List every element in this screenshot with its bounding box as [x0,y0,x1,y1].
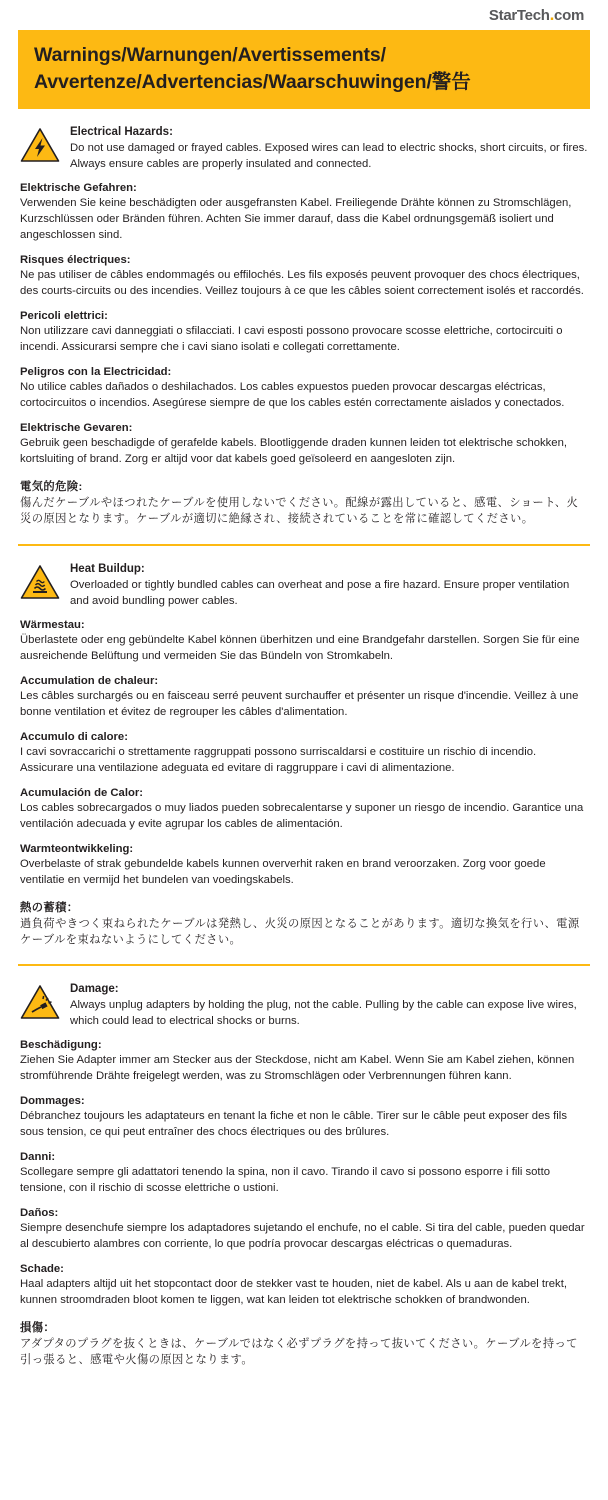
section-head-body: Overloaded or tightly bundled cables can overheat and pose a fire hazard. Ensure proper ventilation and avoid bundling power cables. [70,578,570,607]
translation-block-fr [20,254,588,299]
block-body: Überlastete oder eng gebündelte Kabel können überhitzen und eine Brandgefahr darstellen. Sorgen Sie für eine ausreichende Belüftung und vermeiden Sie das Bündeln von Stromkabeln. [20,633,580,662]
block-body: I cavi sovraccarichi o strettamente raggruppati possono surriscaldarsi e costituire un rischio di incendio. Assicurare una ventilazione adeguata ed evitare di raggruppare i cavi di alimentazione. [20,745,537,774]
translation-block-es [20,787,588,832]
section-divider [18,964,590,966]
translation-block-nl [20,422,588,467]
section-electrical-hazards [18,125,590,527]
block-body: 傷んだケーブルやほつれたケーブルを使用しないでください。配線が露出していると、感電、ショート、火災の原因となります。ケーブルが適切に絶縁され、接続されていることを常に確認してください。 [20,497,579,526]
block-title: Pericoli elettrici: [20,310,108,323]
translation-block-it [20,731,588,776]
block-title: 損傷： [20,1322,56,1335]
translation-block-it [20,310,588,355]
section-head-title: Electrical Hazards: [70,126,173,139]
logo-dot-icon: . [549,4,555,24]
block-title: Schade: [20,1263,64,1276]
block-body: Overbelaste of strak gebundelde kabels kunnen oververhit raken en brand veroorzaken. Zorg voor goede ventilatie en vermijd het bundelen van voedingskabels. [20,857,546,886]
block-body: Gebruik geen beschadigde of gerafelde kabels. Blootliggende draden kunnen leiden tot elektrische schokken, kortsluiting of brand. Zorg er altijd voor dat kabels goed geïsoleerd en aangesloten zijn. [20,437,568,466]
section-head-title: Heat Buildup: [70,562,145,575]
block-body: Los cables sobrecargados o muy liados pueden sobrecalentarse y suponer un riesgo de incendio. Garantice una ventilación adecuada y evite agrupar los cables de alimentación. [20,801,584,830]
lightning-bolt-warning-icon [20,127,60,163]
block-title: Elektrische Gevaren: [20,422,133,435]
translation-block-fr [20,675,588,720]
block-title: Dommages: [20,1095,85,1108]
block-title: Acumulación de Calor: [20,786,144,799]
logo-suffix: com [554,6,584,24]
block-body: Débranchez toujours les adaptateurs en tenant la fiche et non le câble. Tirer sur le câble peut exposer des fils sous tension, ce qui peut entraîner des chocs électriques ou des brûlures. [20,1110,567,1139]
block-body: No utilice cables dañados o deshilachados. Los cables expuestos pueden provocar descargas eléctricas, cortocircuitos o incendios. Asegúrese siempre de que los cables estén correctamente aislados y conectados. [20,381,565,410]
section-head-title: Damage: [70,982,119,995]
block-title: Risques électriques: [20,254,131,267]
translation-block-de [20,619,588,664]
brand-bar [18,0,590,30]
section-header [20,982,588,1029]
block-title: Warmteontwikkeling: [20,842,134,855]
block-body: Scollegare sempre gli adattatori tenendo la spina, non il cavo. Tirando il cavo si possono esporre i fili sotto tensione, con il rischio di scosse elettriche o ustioni. [20,1166,550,1195]
block-title: 熱の蓄積： [20,901,79,914]
block-title: Elektrische Gefahren: [20,182,137,195]
block-body: Les câbles surchargés ou en faisceau serré peuvent surchauffer et présenter un risque d'incendie. Veillez à une bonne ventilation et évitez de regrouper les câbles d'alimentation. [20,689,579,718]
page-title-banner [18,30,590,109]
section-head-body: Do not use damaged or frayed cables. Exposed wires can lead to electric shocks, short circuits, or fires. Always ensure cables are properly insulated and connected. [70,142,588,171]
translation-block-es [20,1207,588,1252]
page-title-line-1: Warnings/Warnungen/Avertissements/ [34,44,386,66]
translation-block-nl [20,1263,588,1308]
section-header [20,125,588,172]
block-body: Siempre desenchufe siempre los adaptadores sujetando el enchufe, no el cable. Si tira del cable, pueden quedar al descubierto alambres con corriente, lo que podría provocar descargas eléctricas o quemaduras. [20,1222,585,1251]
translation-block-de [20,182,588,243]
block-body: Ne pas utiliser de câbles endommagés ou effilochés. Les fils exposés peuvent provoquer des chocs électriques, des courts-circuits ou des incendies. Veillez toujours à ce que les câbles soient correctement isolés et raccordés. [20,269,584,298]
section-divider [18,544,590,546]
page-title-line-2: Avvertenze/Advertencias/Waarschuwingen/警告 [34,70,471,93]
block-body: アダプタのプラグを抜くときは、ケーブルではなく必ずプラグを持って抜いてください。ケーブルを持って引っ張ると、感電や火傷の原因となります。 [20,1338,578,1367]
block-title: Daños: [20,1207,59,1220]
block-body: 過負荷やきつく束ねられたケーブルは発熱し、火災の原因となることがあります。適切な換気を行い、電源ケーブルを束ねないようにしてください。 [20,917,580,946]
startech-logo [488,4,584,24]
block-title: Accumulo di calore: [20,730,128,743]
section-head-body: Always unplug adapters by holding the plug, not the cable. Pulling by the cable can expose live wires, which could lead to electrical shocks or burns. [70,998,577,1027]
block-body: Non utilizzare cavi danneggiati o sfilacciati. I cavi esposti possono provocare scosse elettriche, cortocircuiti o incendi. Assicurarsi sempre che i cavi siano isolati e collegati correttamente. [20,325,563,354]
translation-block-ja [20,899,588,948]
block-body: Ziehen Sie Adapter immer am Stecker aus der Steckdose, nicht am Kabel. Wenn Sie am Kabel ziehen, können stromführende Drähte freigelegt werden, was zu Stromschlägen oder Verbrennungen führen kann. [20,1054,575,1083]
translation-block-ja [20,478,588,527]
section-heat-buildup [18,562,590,948]
logo-brand-name: StarTech [488,6,550,24]
heat-warning-icon [20,564,60,600]
block-title: Peligros con la Electricidad: [20,366,172,379]
block-title: 電気的危険: [20,481,83,494]
translation-block-nl [20,843,588,888]
section-header [20,562,588,609]
translation-block-fr [20,1095,588,1140]
damage-plug-warning-icon [20,984,60,1020]
block-title: Accumulation de chaleur: [20,674,159,687]
translation-block-de [20,1039,588,1084]
translation-block-es [20,366,588,411]
block-body: Verwenden Sie keine beschädigten oder ausgefransten Kabel. Freiliegende Drähte können zu Stromschlägen, Kurzschlüssen oder Bränden führen. Achten Sie immer darauf, dass die Kabel ordnungsgemäß isoliert und angeschlossen sind. [20,197,572,242]
section-damage [18,982,590,1368]
block-title: Danni: [20,1151,56,1164]
translation-block-it [20,1151,588,1196]
translation-block-ja [20,1319,588,1368]
block-body: Haal adapters altijd uit het stopcontact door de stekker vast te houden, niet de kabel. Als u aan de kabel trekt, kunnen stroomdraden bloot komen te liggen, wat kan leiden tot elektrische schokken of brandwonden. [20,1278,567,1307]
block-title: Wärmestau: [20,618,85,631]
block-title: Beschädigung: [20,1039,102,1051]
